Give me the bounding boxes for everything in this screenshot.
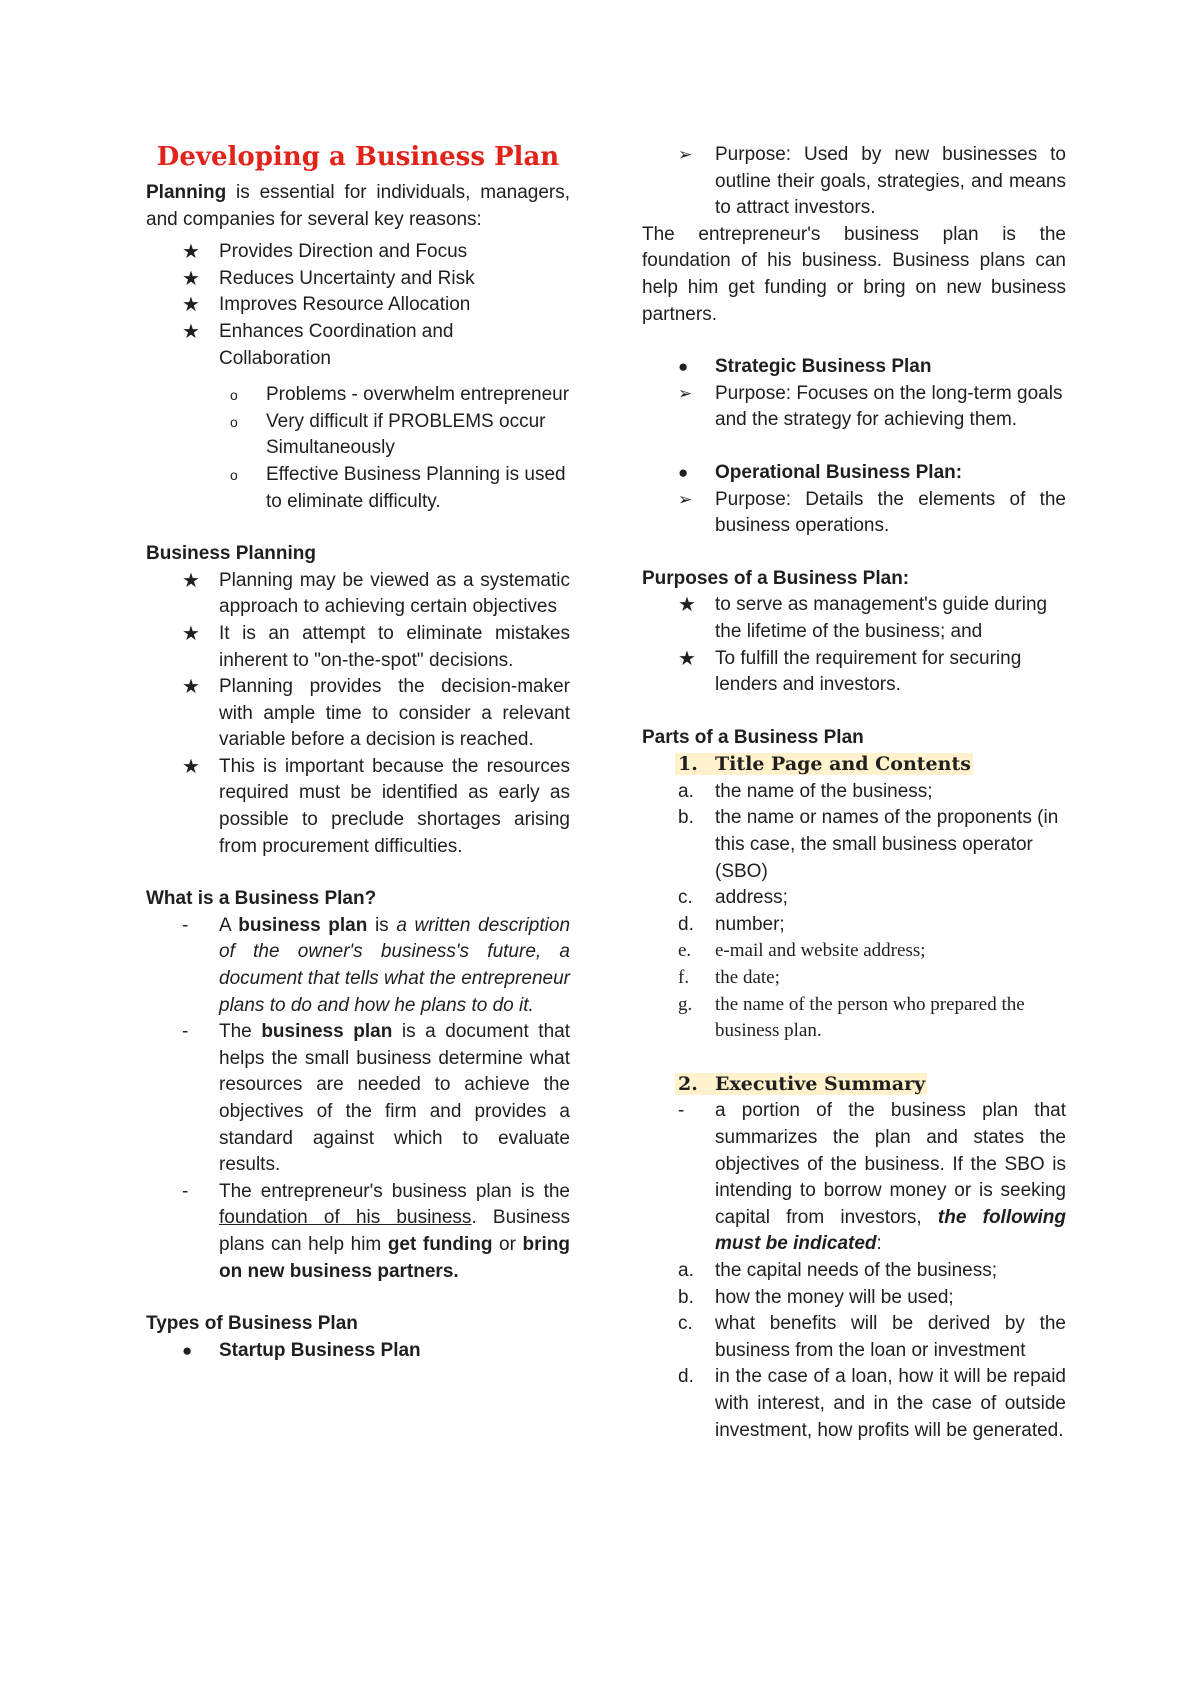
part1-title: Title Page and Contents [675, 753, 973, 775]
list-item: g. the name of the person who prepared the business plan. [678, 993, 1025, 1042]
list-item: c. address; [678, 887, 788, 909]
circle-bullet-icon: o [230, 387, 238, 404]
list-item: o Effective Business Planning is used to eliminate difficulty. [230, 463, 566, 512]
circle-bullet-icon: o [230, 413, 238, 430]
dash-bullet-icon: - [182, 1021, 189, 1043]
list-item: ★ Provides Direction and Focus [146, 239, 570, 266]
star-bullet-icon: ★ [182, 294, 200, 317]
arrow-bullet-icon: ➢ [678, 383, 693, 403]
dot-bullet-icon: ● [678, 462, 689, 482]
list-item: ● Strategic Business Plan [642, 354, 1066, 381]
list-item: - The entrepreneur's business plan is the foundation of his business. Business plans can help him get funding or bring on new business partners. [182, 1180, 570, 1282]
list-item: ➢ Purpose: Used by new businesses to outline their goals, strategies, and means to attract investors. [678, 144, 1066, 219]
dot-bullet-icon: ● [678, 357, 689, 377]
list-item: b. the name or names of the proponents (in this case, the small business operator (SBO) [678, 807, 1059, 882]
list-item: ★ To fulfill the requirement for securing lenders and investors. [678, 647, 1022, 696]
purposes-heading: Purposes of a Business Plan: [642, 567, 910, 589]
list-item: ★ It is an attempt to eliminate mistakes inherent to "on-the-spot" decisions. [182, 622, 570, 671]
star-bullet-icon: ★ [182, 320, 200, 343]
list-item: ➢ Purpose: Details the elements of the business operations. [678, 488, 1066, 537]
part2-title: Executive Summary [675, 1073, 927, 1095]
reasons-list [146, 239, 570, 372]
dash-bullet-icon: - [678, 1100, 685, 1122]
list-item: - a portion of the business plan that summarizes the plan and states the objectives of the business. If the SBO is intending to borrow money or is seeking capital from investors, the following must be indicated: [678, 1100, 1066, 1255]
list-item: d. in the case of a loan, how it will be repaid with interest, and in the case of outside investment, how profits will be generated. [678, 1366, 1066, 1441]
star-bullet-icon: ★ [678, 594, 696, 617]
right-column [642, 142, 1066, 1444]
list-item: ★ Planning provides the decision-maker with ample time to consider a relevant variable before a decision is reached. [182, 676, 570, 751]
star-bullet-icon: ★ [182, 569, 200, 592]
list-item: e. e-mail and website address; [678, 940, 926, 962]
part1-heading-list [642, 751, 1066, 779]
list-item: ● Operational Business Plan: [642, 460, 1066, 487]
arrow-bullet-icon: ➢ [678, 489, 693, 509]
part1-items [642, 779, 1066, 1045]
purposes-list [642, 592, 1066, 698]
startup-purpose-list [642, 142, 1066, 222]
types-heading: Types of Business Plan [146, 1313, 358, 1335]
intro-paragraph [146, 180, 570, 233]
list-item [642, 1071, 1066, 1099]
types-list-startup [146, 1338, 570, 1365]
part2-number: 2. [678, 1072, 698, 1095]
list-item: ★ Improves Resource Allocation [146, 292, 570, 319]
list-item: b. how the money will be used; [678, 1286, 954, 1308]
dot-bullet-icon: ● [182, 1340, 193, 1360]
arrow-bullet-icon: ➢ [678, 145, 693, 164]
list-item: ● Startup Business Plan [146, 1338, 570, 1365]
strategic-list [642, 354, 1066, 434]
star-bullet-icon: ★ [678, 647, 696, 670]
circle-bullet-icon: o [230, 466, 238, 483]
part2-items [642, 1258, 1066, 1444]
list-item: a. the capital needs of the business; [678, 1259, 998, 1281]
intro-text: is essential for individuals, managers, and companies for several key reasons: [146, 182, 570, 230]
list-item: ➢ Purpose: Focuses on the long-term goals and the strategy for achieving them. [678, 382, 1063, 431]
list-item: - A business plan is a written description of the owner's business's future, a document that tells what the entrepreneur plans to do and how he plans to do it. [182, 914, 571, 1016]
part2-desc-list [642, 1098, 1066, 1258]
foundation-paragraph: The entrepreneur's business plan is the foundation of his business. Business plans can help him get funding or bring on new business partners. [642, 223, 1066, 325]
business-planning-heading: Business Planning [146, 543, 316, 565]
star-bullet-icon: ★ [182, 676, 200, 699]
star-bullet-icon: ★ [182, 755, 200, 778]
part2-heading-list [642, 1071, 1066, 1099]
page-title: Developing a Business Plan [156, 142, 560, 172]
sub-points-list [146, 382, 570, 515]
left-column [146, 140, 570, 1364]
list-item: a. the name of the business; [678, 780, 933, 802]
list-item [642, 751, 1066, 779]
part1-number: 1. [678, 753, 698, 776]
list-item: ★ Reduces Uncertainty and Risk [146, 266, 570, 293]
list-item: o Very difficult if PROBLEMS occur Simultaneously [230, 410, 546, 459]
list-item: c. what benefits will be derived by the business from the loan or investment [678, 1313, 1066, 1361]
star-bullet-icon: ★ [182, 267, 200, 290]
list-item: o Problems - overwhelm entrepreneur [146, 382, 570, 409]
dash-bullet-icon: - [182, 1180, 189, 1202]
list-item: f. the date; [678, 967, 780, 989]
star-bullet-icon: ★ [182, 622, 200, 645]
list-item: ★ Enhances Coordination and Collaboration [182, 320, 454, 369]
list-item: d. number; [678, 913, 785, 935]
list-item: - The business plan is a document that helps the small business determine what resources are needed to achieve the objectives of the firm and provides a standard against which to evaluate results. [182, 1021, 570, 1176]
parts-heading: Parts of a Business Plan [642, 726, 864, 748]
list-item: ★ to serve as management's guide during the lifetime of the business; and [678, 594, 1048, 642]
star-bullet-icon: ★ [182, 241, 200, 264]
operational-list [642, 460, 1066, 540]
what-is-list [146, 913, 570, 1285]
list-item: ★ Planning may be viewed as a systematic approach to achieving certain objectives [182, 569, 570, 618]
business-planning-list [146, 568, 570, 861]
list-item: ★ This is important because the resources required must be identified as early as possible to preclude shortages arising from procurement difficulties. [182, 755, 570, 857]
what-is-heading: What is a Business Plan? [146, 888, 377, 910]
dash-bullet-icon: - [182, 914, 189, 936]
intro-lead: Planning [146, 182, 227, 203]
